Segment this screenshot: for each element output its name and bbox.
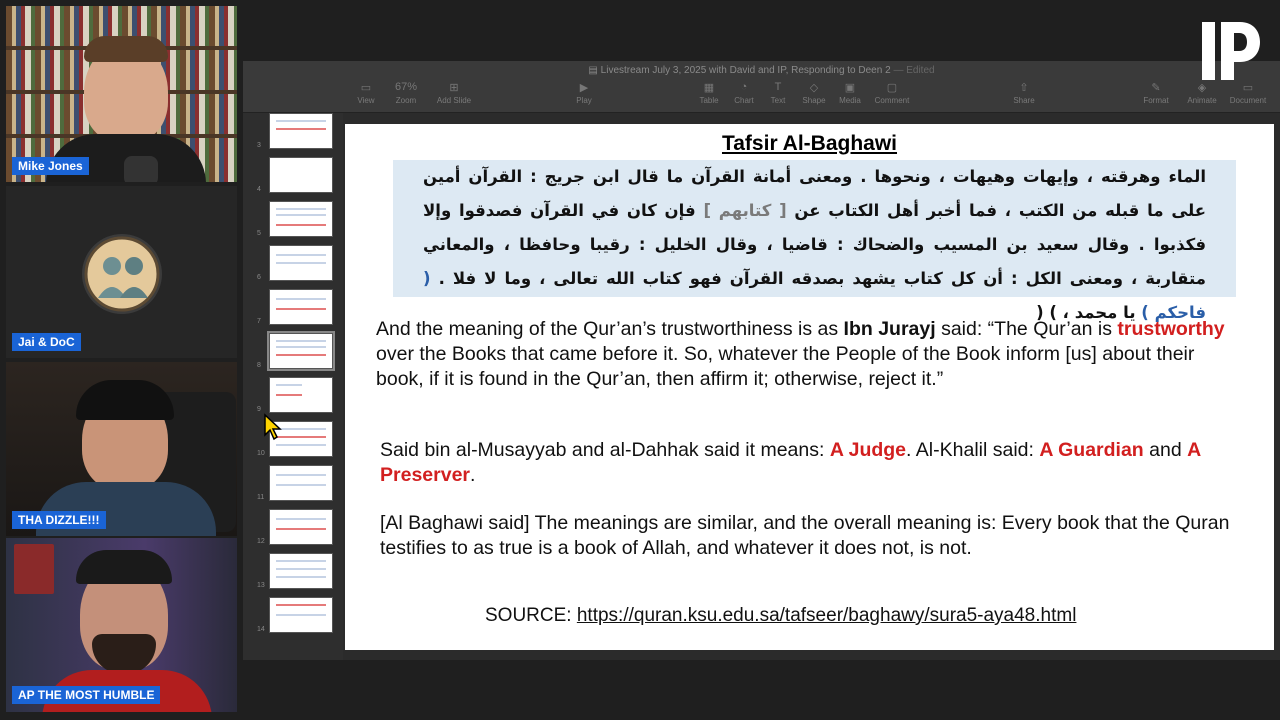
participant-name-label: AP THE MOST HUMBLE [12,686,160,704]
participant-name-label: THA DIZZLE!!! [12,511,106,529]
share-icon: ⇧ [1019,82,1029,94]
toolbar-add-slide-button[interactable]: ⊞ Add Slide [429,81,479,105]
slide-thumbnail-selected[interactable]: 8 [243,331,343,371]
format-icon: ✎ [1151,82,1161,94]
translation-paragraph-3: [Al Baghawi said] The meanings are similar, and the overall meaning is: Every book that the Quran testifies to as true is a book of Allah, and whatever it does not, is not. [380,512,1230,559]
ip-logo-icon [1198,18,1264,84]
toolbar-table-button[interactable]: ▦ Table [684,81,734,105]
translation-paragraph-1: And the meaning of the Qur’an’s trustworthiness is as Ibn Jurayj said: “The Qur’an is trustworthy over the Books that came before it. So, whatever the People of the Book inform [us] about their book, if it is found in the Qur’an, then affirm it; otherwise, reject it.” [376,318,1225,390]
slide-thumbnail[interactable]: 11 [243,463,343,503]
person-hair [84,36,168,62]
toolbar-play-button[interactable]: ▶ Play [559,81,609,105]
toolbar-chart-button[interactable]: ◔ Chart [719,81,769,105]
avatar [80,232,164,316]
toolbar-comment-button[interactable]: ▢ Comment [867,81,917,105]
toolbar-format-button[interactable]: ✎ Format [1131,81,1181,105]
slide-thumbnail[interactable]: 3 [243,113,343,151]
comment-icon: ▢ [886,82,898,94]
toolbar-document-button[interactable]: ▭ Document [1223,81,1273,105]
shape-icon: ◇ [809,82,819,94]
slide-thumbnail[interactable]: 9 [243,375,343,415]
toolbar-media-button[interactable]: ▣ Media [825,81,875,105]
table-icon: ▦ [703,82,715,94]
mouse-cursor-icon [263,413,283,441]
document-icon: ▤ [588,65,601,76]
source-link[interactable]: https://quran.ksu.edu.sa/tafseer/baghawy/sura5-aya48.html [576,605,1077,626]
participant-name-label: Mike Jones [12,157,89,175]
participant-video-2 [6,186,237,358]
animate-icon: ◈ [1197,82,1207,94]
participant-name-label: Jai & DoC [12,333,81,351]
poster [14,544,54,594]
toolbar-zoom-button[interactable]: 67% Zoom [381,81,431,105]
sidebar-icon: ▭ [360,82,372,94]
toolbar-animate-button[interactable]: ◈ Animate [1177,81,1227,105]
slide-navigator [243,113,343,660]
document-title: ▤ Livestream July 3, 2025 with David and IP, Responding to Deen 2 — Edited [588,65,935,76]
play-icon: ▶ [579,82,589,94]
document-icon: ▭ [1242,82,1254,94]
toolbar [243,61,1280,113]
slide-thumbnail[interactable]: 12 [243,507,343,547]
text-icon: T [774,81,782,93]
slide-thumbnail[interactable]: 6 [243,243,343,283]
source-citation: SOURCE: https://quran.ksu.edu.sa/tafseer/baghawy/sura5-aya48.html [485,605,1077,626]
toolbar-shape-button[interactable]: ◇ Shape [789,81,839,105]
translation-paragraph-2: Said bin al-Musayyab and al-Dahhak said it means: A Judge. Al-Khalil said: A Guardian and A Preserver. [380,439,1201,486]
slide-thumbnail[interactable]: 4 [243,155,343,195]
arabic-text-box: الماء وهرقته ، وإيهات وهيهات ، ونحوها . ومعنى أمانة القرآن ما قال ابن جريج : القرآن أمين على ما قبله من الكتب ، فما أخبر أهل الكتاب عن [ كتابهم ] فإن كان في القرآن فصدقوا وإلا فكذبوا . وقال سعيد بن المسيب والضحاك : قاضيا ، وقال الخليل : رقيبا وحافظا ، والمعاني متقاربة ، ومعنى الكل : أن كل كتاب يشهد بصدقه القرآن فهو كتاب الله تعالى ، وما لا فلا . ( فاحكم ) يا محمد ، ) ( [393,160,1236,297]
slide-thumbnail[interactable]: 5 [243,199,343,239]
slide-canvas[interactable] [345,124,1274,650]
slide-thumbnail[interactable]: 10 [243,419,343,459]
toolbar-view-button[interactable]: ▭ View [341,81,391,105]
toolbar-text-button[interactable]: T Text [753,81,803,105]
headphones [76,380,174,420]
zoom-value: 67% [394,81,418,93]
add-slide-icon: ⊞ [449,82,459,94]
slide-thumbnail[interactable]: 14 [243,595,343,635]
participant-video-3 [6,362,237,536]
media-icon: ▣ [844,82,856,94]
slide-thumbnail[interactable]: 7 [243,287,343,327]
toolbar-share-button[interactable]: ⇧ Share [999,81,1049,105]
headphones [76,550,172,584]
slide-title: Tafsir Al-Baghawi [721,132,898,155]
slide-thumbnail[interactable]: 13 [243,551,343,591]
microphone [124,156,158,182]
participant-video-4 [6,538,237,712]
participant-video-1 [6,6,237,182]
chart-icon: ◔ [740,81,748,93]
